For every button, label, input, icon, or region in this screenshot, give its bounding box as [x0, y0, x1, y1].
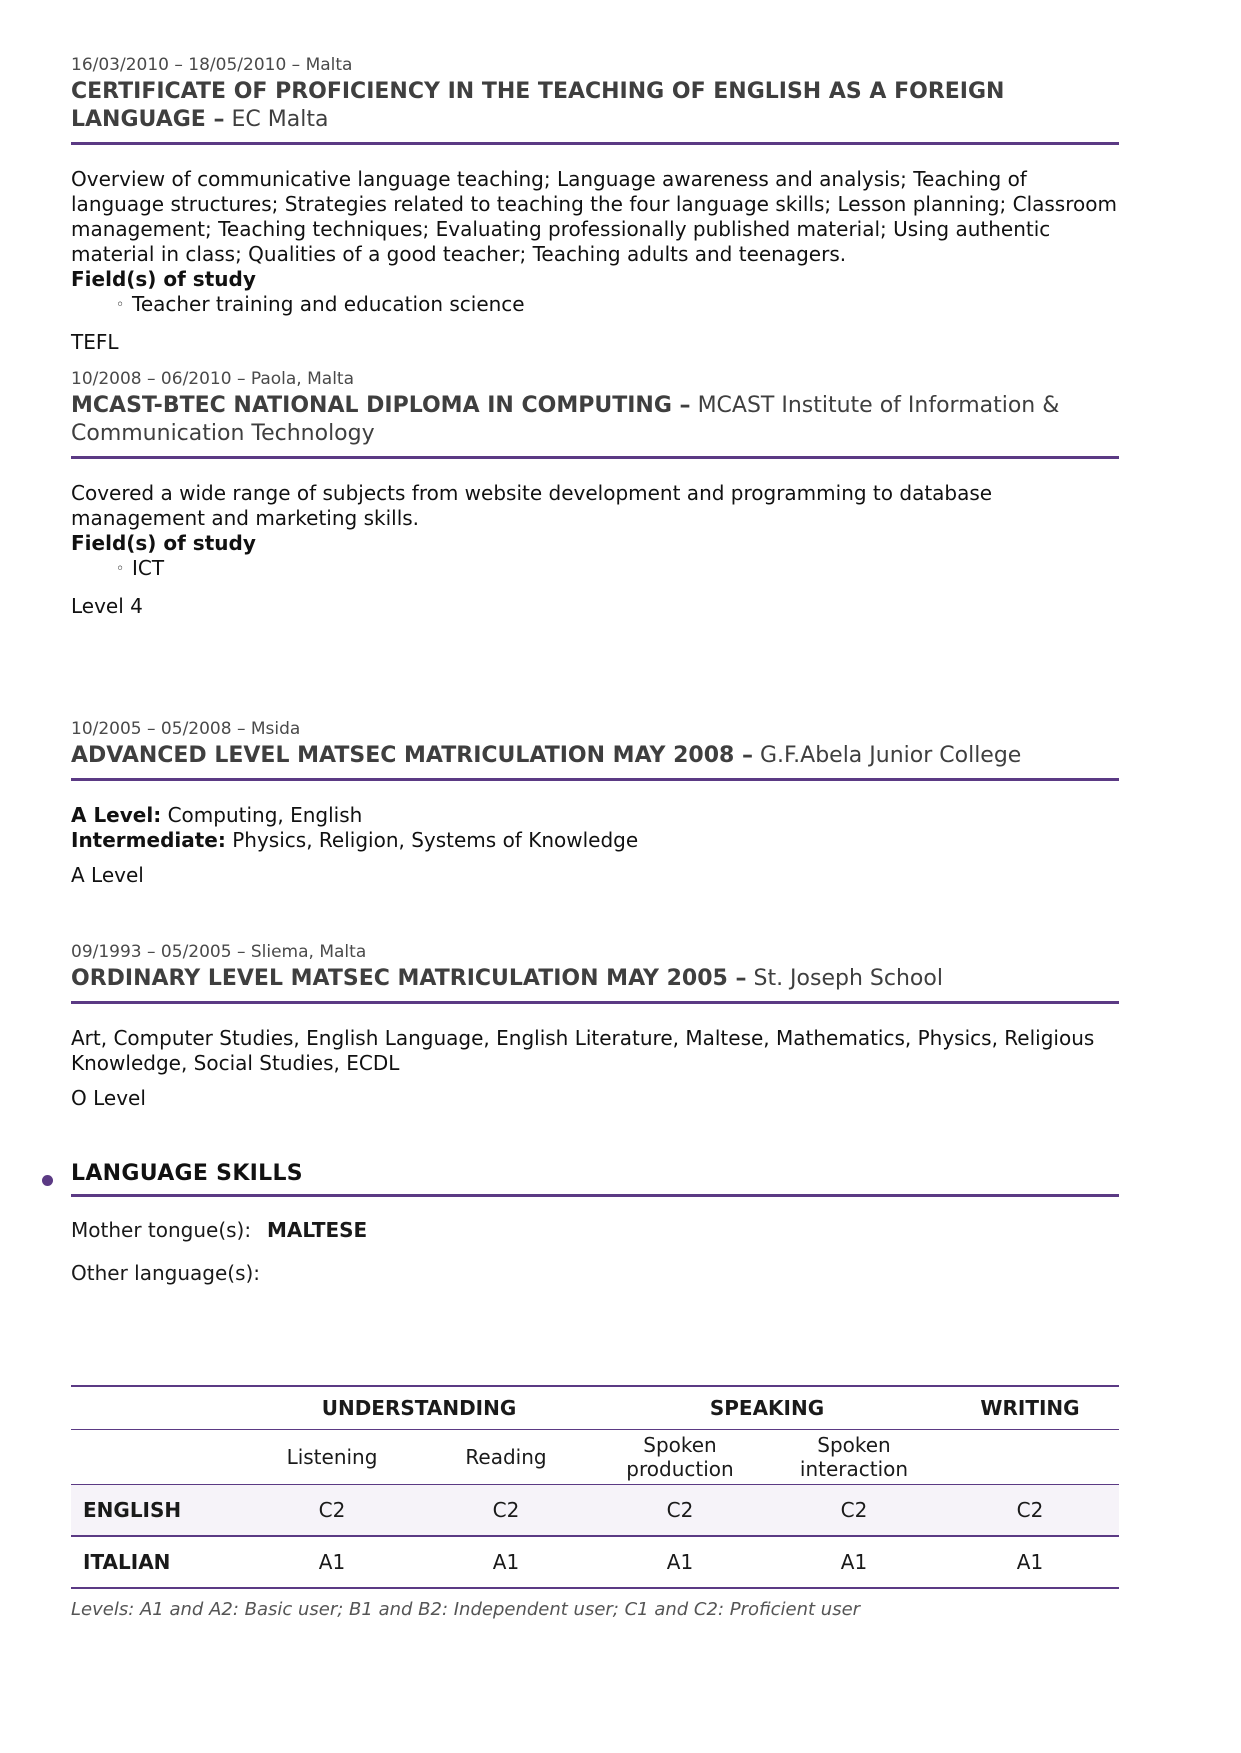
institution-name: MCAST Institute of Information & Communication Technology — [71, 393, 1060, 446]
section-rule — [71, 1194, 1119, 1197]
entry-description: Covered a wide range of subjects from website development and programming to database management and marketing skills. — [71, 481, 993, 530]
entry-level: O Level — [71, 1086, 146, 1110]
level-cell: C2 — [593, 1485, 767, 1537]
a-level-subjects: Computing, English — [167, 803, 363, 827]
institution-name: G.F.Abela Junior College — [759, 743, 1022, 768]
entry-date-place: 10/2008 – 06/2010 – Paola, Malta — [71, 369, 355, 389]
education-entry — [71, 54, 1119, 355]
entry-description: Overview of communicative language teaching; Language awareness and analysis; Teaching of language structures; Strategies related to teaching the four language skills; Lesson planning; Classroom management; Teaching techniques; Evaluating professionally published material; Using authentic material in class; Qualities of a good teacher; Teaching adults and teenagers. — [71, 167, 1117, 266]
level-cell: C2 — [245, 1485, 419, 1537]
level-cell: A1 — [941, 1536, 1119, 1588]
entry-description: Art, Computer Studies, English Language, English Literature, Maltese, Mathematics, Physics, Religious Knowledge, Social Studies, ECDL — [71, 1026, 1095, 1075]
group-understanding: UNDERSTANDING — [245, 1386, 593, 1430]
a-level-line — [71, 803, 1119, 828]
entry-level: TEFL — [71, 330, 119, 354]
level-cell: C2 — [419, 1485, 593, 1537]
entry-body — [71, 1026, 1119, 1111]
entry-title — [71, 392, 1119, 448]
group-writing: WRITING — [941, 1386, 1119, 1430]
qualification-title: CERTIFICATE OF PROFICIENCY IN THE TEACHING OF ENGLISH AS A FOREIGN LANGUAGE – — [71, 79, 1005, 132]
institution-name: St. Joseph School — [753, 966, 943, 991]
level-cell: C2 — [767, 1485, 941, 1537]
subheader-listening: Listening — [245, 1430, 419, 1485]
mother-tongue-label: Mother tongue(s): — [71, 1218, 252, 1242]
field-of-study-value: Teacher training and education science — [132, 292, 525, 316]
table-group-header-row — [71, 1386, 1119, 1430]
intermediate-label: Intermediate: — [71, 828, 226, 852]
entry-date-place: 09/1993 – 05/2005 – Sliema, Malta — [71, 942, 367, 962]
section-title: LANGUAGE SKILLS — [71, 1161, 303, 1186]
table-row — [71, 1536, 1119, 1588]
a-level-label: A Level: — [71, 803, 162, 827]
entry-level: Level 4 — [71, 594, 143, 618]
level-cell: C2 — [941, 1485, 1119, 1537]
section-rule — [71, 456, 1119, 459]
mother-tongue-value: MALTESE — [267, 1218, 368, 1242]
field-of-study-item — [71, 292, 1119, 320]
subheader-spoken-production — [593, 1430, 767, 1485]
education-entry — [71, 941, 1119, 1111]
field-of-study-item — [71, 556, 1119, 584]
qualification-title: ADVANCED LEVEL MATSEC MATRICULATION MAY 2008 – — [71, 743, 753, 768]
entry-date-place: 16/03/2010 – 18/05/2010 – Malta — [71, 55, 353, 75]
education-entry — [71, 718, 1119, 888]
entry-body — [71, 167, 1119, 355]
section-rule — [71, 142, 1119, 145]
section-rule — [71, 1001, 1119, 1004]
section-rule — [71, 778, 1119, 781]
bullet-icon: ◦ — [116, 297, 125, 313]
intermediate-subjects: Physics, Religion, Systems of Knowledge — [232, 828, 639, 852]
levels-legend: Levels: A1 and A2: Basic user; B1 and B2: Independent user; C1 and C2: Proficient user — [71, 1599, 861, 1620]
field-of-study-label: Field(s) of study — [71, 531, 256, 555]
entry-body — [71, 481, 1119, 619]
subheader-spoken-interaction-text: Spoken interaction — [799, 1433, 909, 1481]
other-languages-label: Other language(s): — [71, 1261, 261, 1285]
level-cell: A1 — [419, 1536, 593, 1588]
entry-title — [71, 965, 1119, 993]
subheader-spoken-interaction — [767, 1430, 941, 1485]
level-cell: A1 — [245, 1536, 419, 1588]
group-speaking: SPEAKING — [593, 1386, 941, 1430]
empty-subheader-cell — [941, 1430, 1119, 1485]
education-entry — [71, 368, 1119, 619]
entry-title — [71, 742, 1119, 770]
institution-name: EC Malta — [231, 107, 329, 132]
entry-date-place: 10/2005 – 05/2008 – Msida — [71, 719, 301, 739]
field-of-study-value: ICT — [132, 556, 165, 580]
table-subheader-row — [71, 1430, 1119, 1485]
mother-tongue-row — [71, 1217, 368, 1243]
language-name: ITALIAN — [71, 1536, 245, 1588]
language-skills-header — [71, 1160, 1119, 1197]
qualification-title: MCAST-BTEC NATIONAL DIPLOMA IN COMPUTING – — [71, 393, 691, 418]
subheader-spoken-production-text: Spoken production — [626, 1433, 734, 1481]
intermediate-line — [71, 828, 1119, 853]
empty-subheader-cell — [71, 1430, 245, 1485]
entry-level: A Level — [71, 863, 144, 887]
level-cell: A1 — [767, 1536, 941, 1588]
level-cell: A1 — [593, 1536, 767, 1588]
entry-body — [71, 803, 1119, 888]
subheader-reading: Reading — [419, 1430, 593, 1485]
bullet-icon: ◦ — [116, 561, 125, 577]
qualification-title: ORDINARY LEVEL MATSEC MATRICULATION MAY 2005 – — [71, 966, 747, 991]
section-bullet-icon — [42, 1175, 53, 1186]
table-row — [71, 1485, 1119, 1537]
language-skills-table — [71, 1385, 1119, 1589]
field-of-study-label: Field(s) of study — [71, 267, 256, 291]
language-name: ENGLISH — [71, 1485, 245, 1537]
entry-title — [71, 78, 1119, 134]
empty-header-cell — [71, 1386, 245, 1430]
